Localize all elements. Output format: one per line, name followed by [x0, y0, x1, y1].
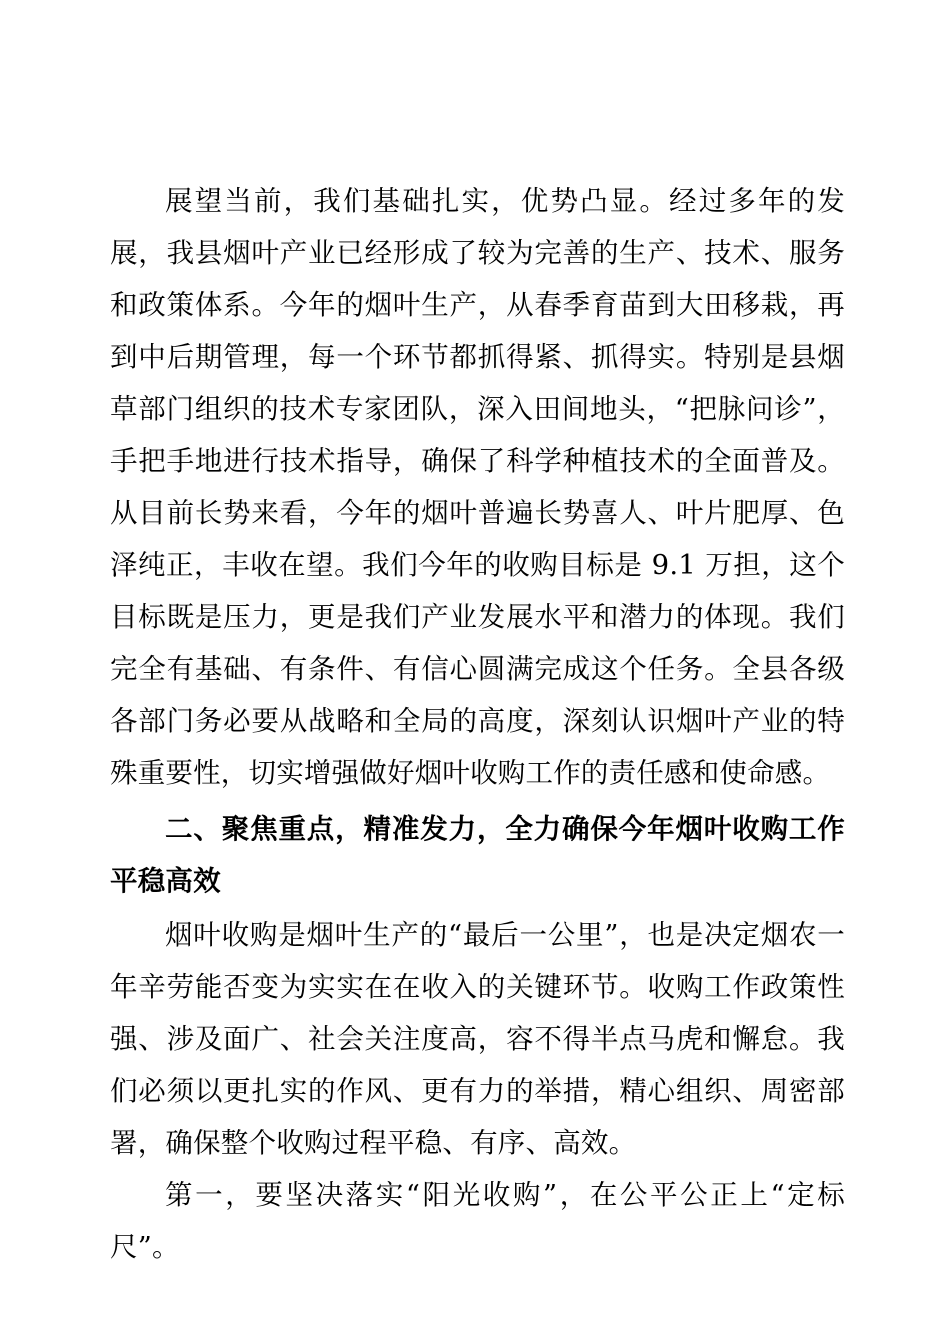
- paragraph-3: 第一，要坚决落实“阳光收购”，在公平公正上“定标尺”。: [110, 1179, 845, 1263]
- paragraph-2: 烟叶收购是烟叶生产的“最后一公里”，也是决定烟农一年辛劳能否变为实实在在收入的关键环节。收购工作政策性强、涉及面广、社会关注度高，容不得半点马虎和懈怠。我们必须以更扎实的作风、更有力的举措，精心组织、周密部署，确保整个收购过程平稳、有序、高效。: [110, 919, 845, 1159]
- paragraph-1: 展望当前，我们基础扎实，优势凸显。经过多年的发展，我县烟叶产业已经形成了较为完善的生产、技术、服务和政策体系。今年的烟叶生产，从春季育苗到大田移栽，再到中后期管理，每一个环节都抓得紧、抓得实。特别是县烟草部门组织的技术专家团队，深入田间地头，“把脉问诊”，手把手地进行技术指导，确保了科学种植技术的全面普及。从目前长势来看，今年的烟叶普遍长势喜人、叶片肥厚、色泽纯正，丰收在望。我们今年的收购目标是 9.1 万担，这个目标既是压力，更是我们产业发展水平和潜力的体现。我们完全有基础、有条件、有信心圆满完成这个任务。全县各级各部门务必要从战略和全局的高度，深刻认识烟叶产业的特殊重要性，切实增强做好烟叶收购工作的责任感和使命感。: [110, 185, 845, 789]
- section-heading-2: 二、聚焦重点，精准发力，全力确保今年烟叶收购工作平稳高效: [110, 813, 845, 897]
- document-body: [110, 175, 845, 1273]
